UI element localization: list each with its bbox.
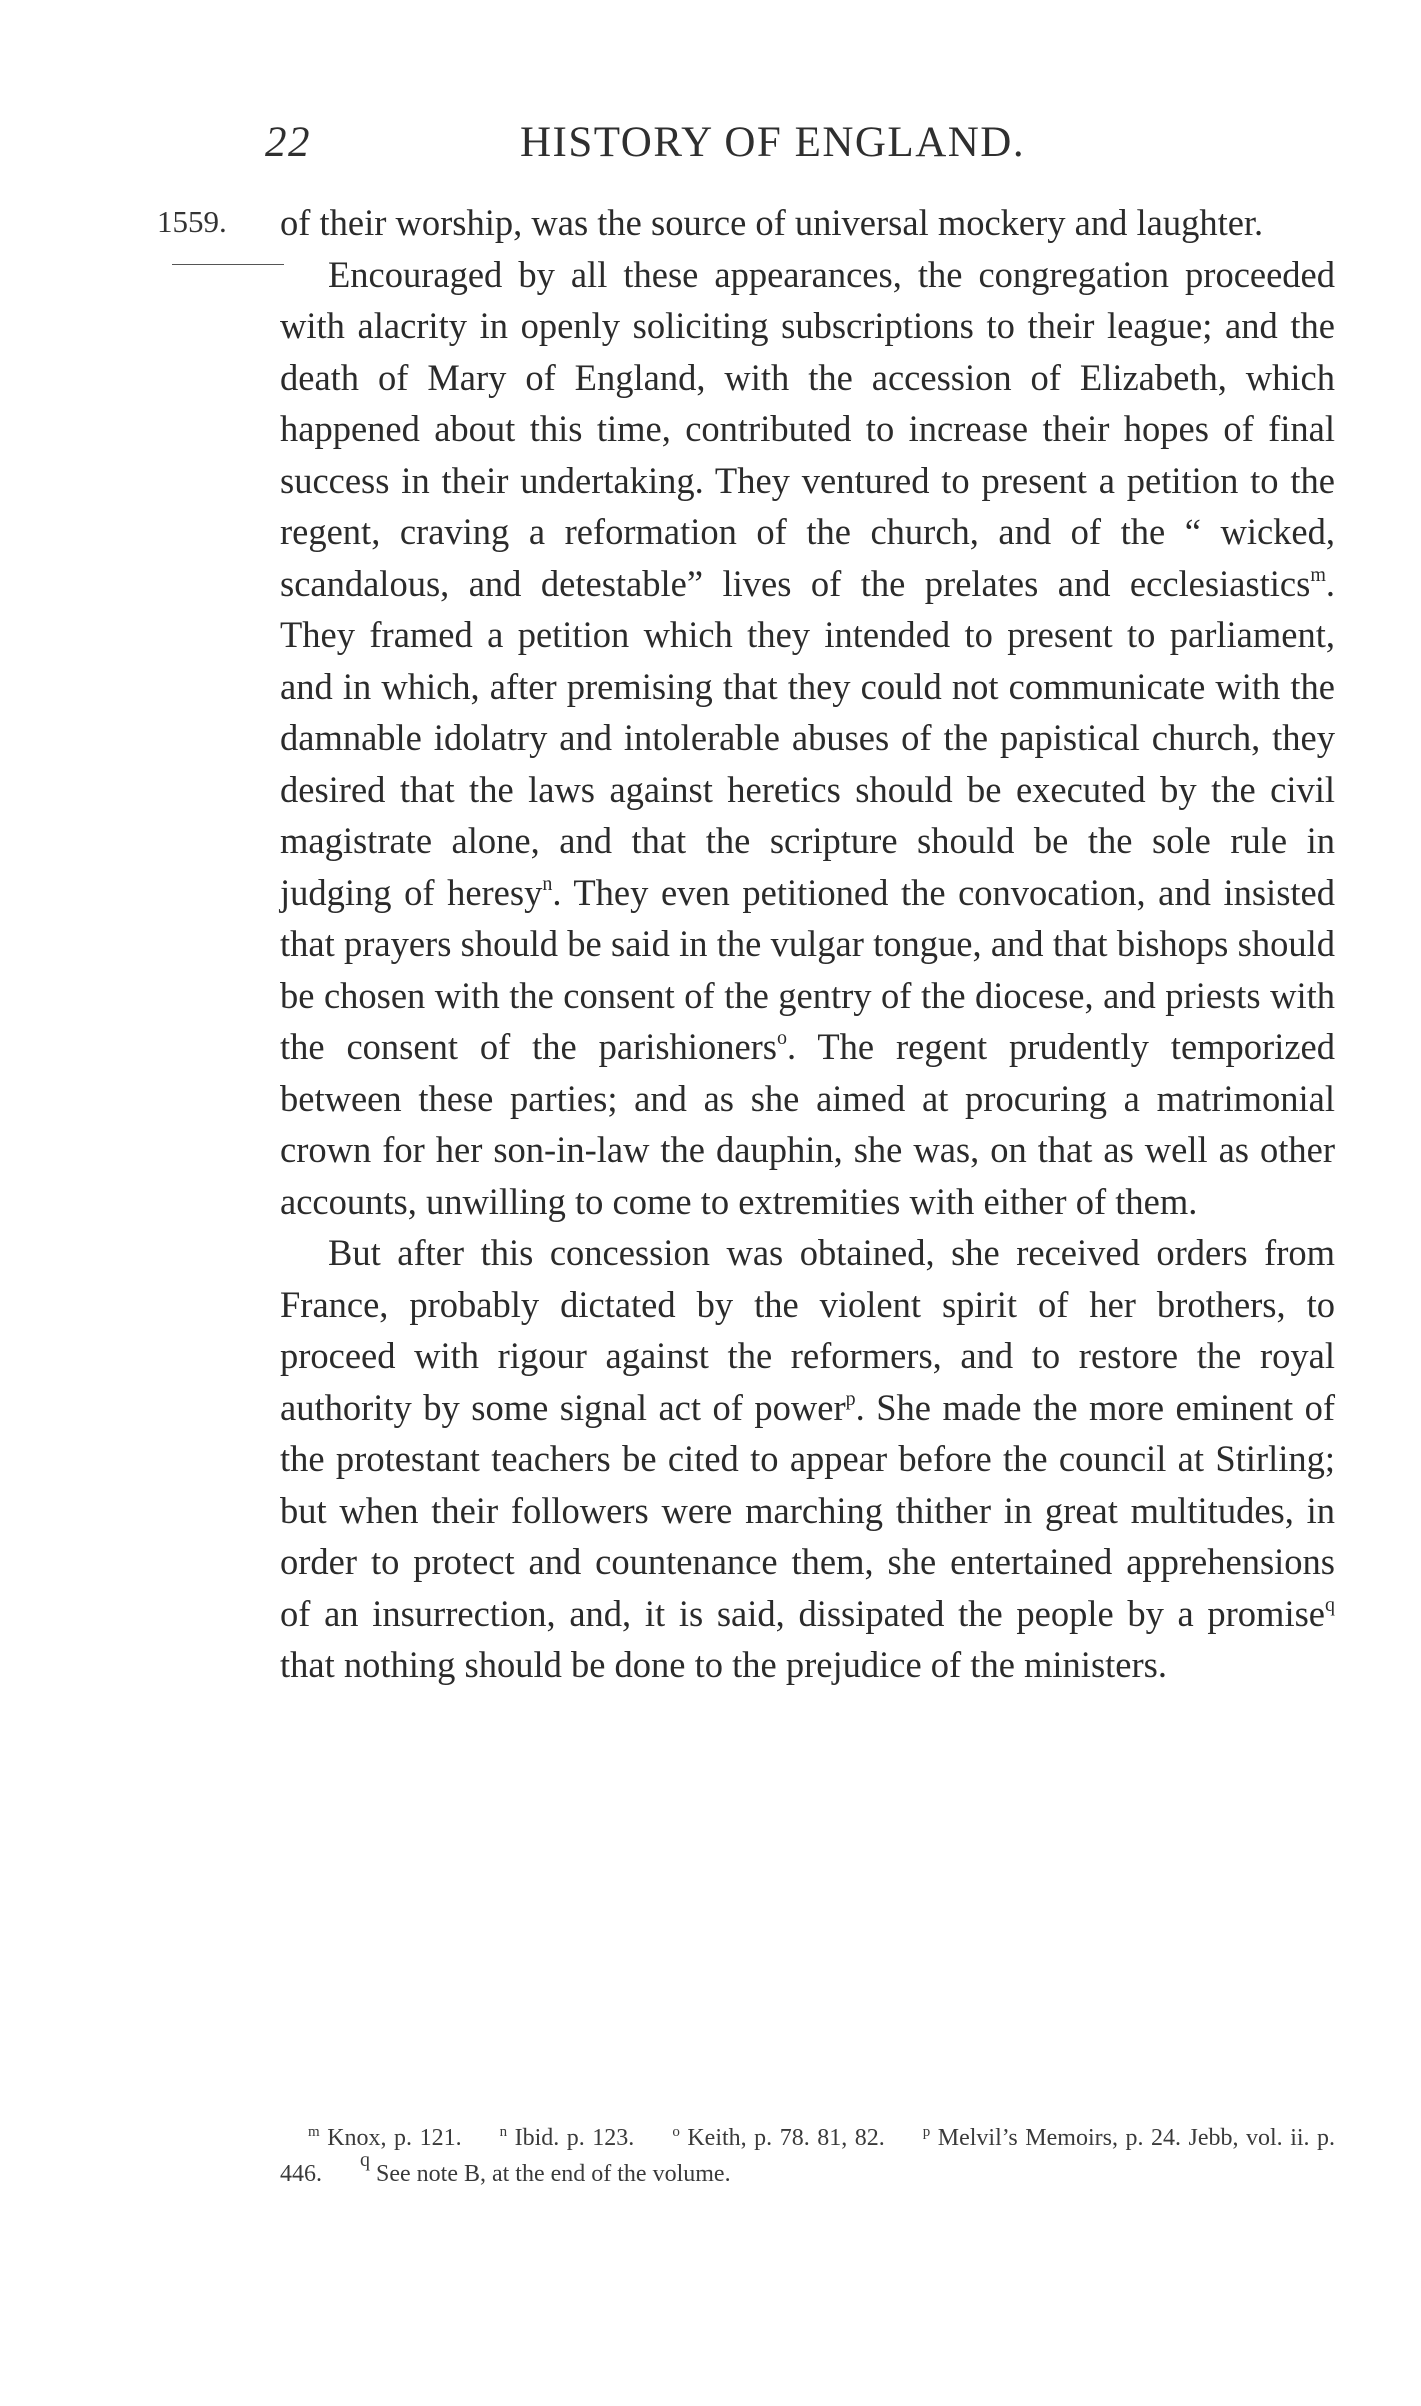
margin-rule xyxy=(172,264,284,265)
footnotes xyxy=(280,2120,1335,2192)
footnote-m xyxy=(308,2125,462,2151)
paragraph-3-part-a: But after this concession was obtained, she received orders from France, probably dictated by the violent spirit of her brothers, to proceed with rigour against the reformers, and to restore the royal authority by some signal act of power xyxy=(280,1232,1335,1428)
paragraph-2 xyxy=(280,249,1335,1228)
footnote-block xyxy=(280,2120,1335,2192)
footnote-o xyxy=(672,2125,884,2151)
footnote-n-text: Ibid. p. 123. xyxy=(514,2125,635,2151)
footnote-ref-q: q xyxy=(1325,1593,1335,1616)
footnote-q xyxy=(360,2149,731,2187)
footnote-ref-n: n xyxy=(542,872,553,895)
running-title: HISTORY OF ENGLAND. xyxy=(520,119,1026,166)
paragraph-3-part-c: that nothing should be done to the prejudice of the ministers. xyxy=(280,1644,1167,1685)
footnote-ref-p: p xyxy=(845,1387,856,1410)
footnote-m-mark: m xyxy=(308,2124,320,2140)
footnote-o-mark: o xyxy=(672,2124,680,2140)
footnote-p-text: Melvil’s Memoirs, p. 24. Jebb, vol. ii. p. 446. xyxy=(280,2125,1336,2187)
paragraph-2-part-c: . They even petitioned the convocation, and insisted that prayers should be said in the vulgar tongue, and that bishops should be chosen with the consent of the gentry of the diocese, and priests with the consent of the parishioners xyxy=(280,871,1335,1067)
footnote-p-mark: p xyxy=(922,2124,931,2140)
paragraph-2-part-d: . The regent prudently temporized between these parties; and as she aimed at procuring a matrimonial crown for her son-in-law the dauphin, she was, on that as well as other accounts, unwilling to come to extremities with either of them. xyxy=(280,1026,1335,1222)
footnote-q-mark: q xyxy=(360,2149,370,2171)
footnote-o-text: Keith, p. 78. 81, 82. xyxy=(687,2125,885,2151)
footnote-ref-o: o xyxy=(777,1027,787,1049)
margin-year: 1559. xyxy=(157,204,227,239)
paragraph-3-part-b: . She made the more eminent of the protestant teachers be cited to appear before the council at Stirling; but when their followers were marching thither in great multitudes, in order to protect and countenance them, she entertained apprehensions of an insurrection, and, it is said, dissipated the people by a promise xyxy=(280,1386,1335,1634)
paragraph-3 xyxy=(280,1227,1335,1691)
footnote-m-text: Knox, p. 121. xyxy=(327,2125,462,2151)
footnote-n-mark: n xyxy=(499,2124,508,2140)
paragraph-2-part-a: Encouraged by all these appearances, the congregation proceeded with alacrity in openly soliciting subscriptions to their league; and the death of Mary of England, with the accession of Elizabeth, which happened about this time, contributed to increase their hopes of final success in their undertaking. They ventured to present a petition to the regent, craving a reformation of the church, and of the “ wicked, scandalous, and detestable” lives of the prelates and ecclesiastics xyxy=(280,253,1335,604)
page-number: 22 xyxy=(265,119,311,166)
paragraph-2-part-b: . They framed a petition which they intended to present to parliament, and in which, after premising that they could not communicate with the damnable idolatry and intolerable abuses of the papistical church, they desired that the laws against heretics should be executed by the civil magistrate alone, and that the scripture should be the sole rule in judging of heresy xyxy=(280,562,1335,913)
page-header xyxy=(265,118,1345,178)
footnote-ref-m: m xyxy=(1310,563,1326,586)
footnote-n xyxy=(500,2125,635,2151)
paragraph-1: of their worship, was the source of universal mockery and laughter. xyxy=(280,202,1264,243)
footnote-q-text: See note B, at the end of the volume. xyxy=(376,2161,731,2187)
body-text xyxy=(280,197,1335,1691)
